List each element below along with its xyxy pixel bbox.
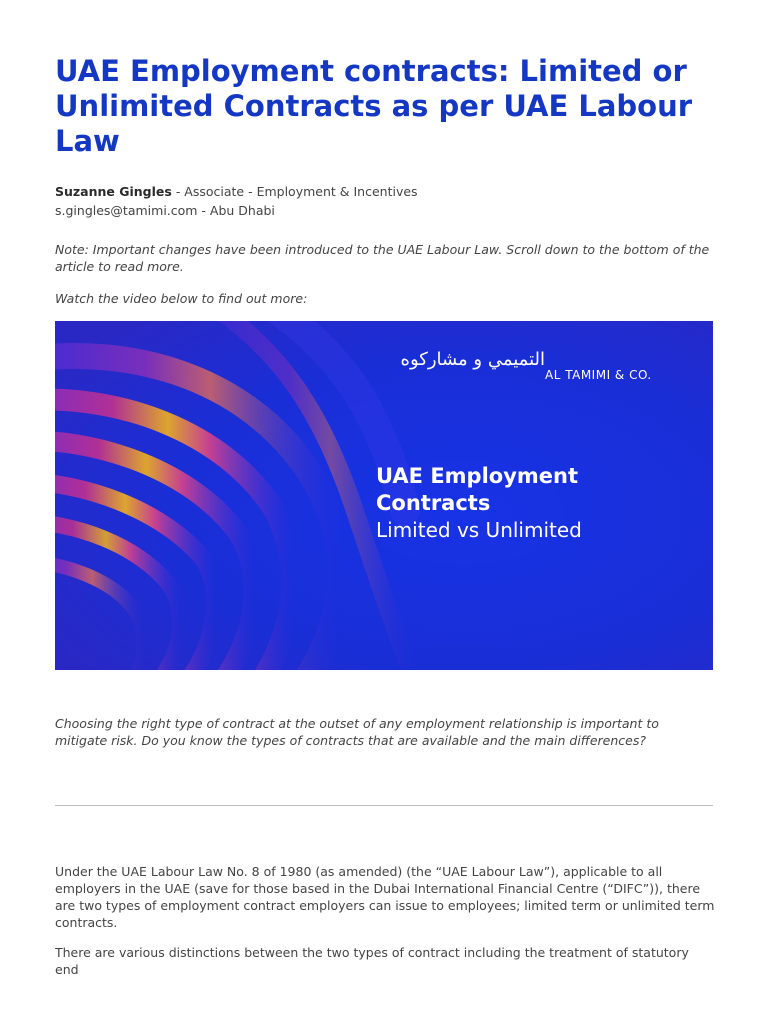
banner-graphic xyxy=(55,321,713,670)
intro-paragraph: Choosing the right type of contract at the outset of any employment relationship is important to mitigate risk. Do you know the types of contracts that are available and the main differences? xyxy=(55,716,659,748)
body-paragraph-1: Under the UAE Labour Law No. 8 of 1980 (as amended) (the “UAE Labour Law”), applicable to all employers in the UAE (save for those based in the Dubai International Financial Centre (“DIFC”)), there are two types of employment contract employers can issue to employees; limited term or unlimited term contracts. xyxy=(55,864,715,930)
author-role: - Associate - Employment & Incentives xyxy=(171,184,418,199)
author-line xyxy=(55,182,715,201)
banner-heading-line1: UAE Employment xyxy=(376,464,579,488)
body-paragraph-2: There are various distinctions between the two types of contract including the treatment of statutory end xyxy=(55,945,689,977)
logo-english: AL TAMIMI & CO. xyxy=(545,368,652,382)
author-name: Suzanne Gingles xyxy=(55,184,172,199)
video-banner[interactable] xyxy=(55,321,713,670)
video-prompt: Watch the video below to find out more: xyxy=(55,291,308,306)
section-divider xyxy=(55,805,713,806)
important-note: Note: Important changes have been introduced to the UAE Labour Law. Scroll down to the bottom of the article to read more. xyxy=(55,242,710,274)
byline xyxy=(55,182,715,220)
logo-arabic: التميمي و مشاركوه xyxy=(400,349,545,370)
author-email-location[interactable]: s.gingles@tamimi.com - Abu Dhabi xyxy=(55,203,275,218)
banner-heading-line2: Contracts xyxy=(376,491,491,515)
banner-subheading: Limited vs Unlimited xyxy=(376,518,582,542)
article-title: UAE Employment contracts: Limited or Unlimited Contracts as per UAE Labour Law xyxy=(55,54,693,158)
